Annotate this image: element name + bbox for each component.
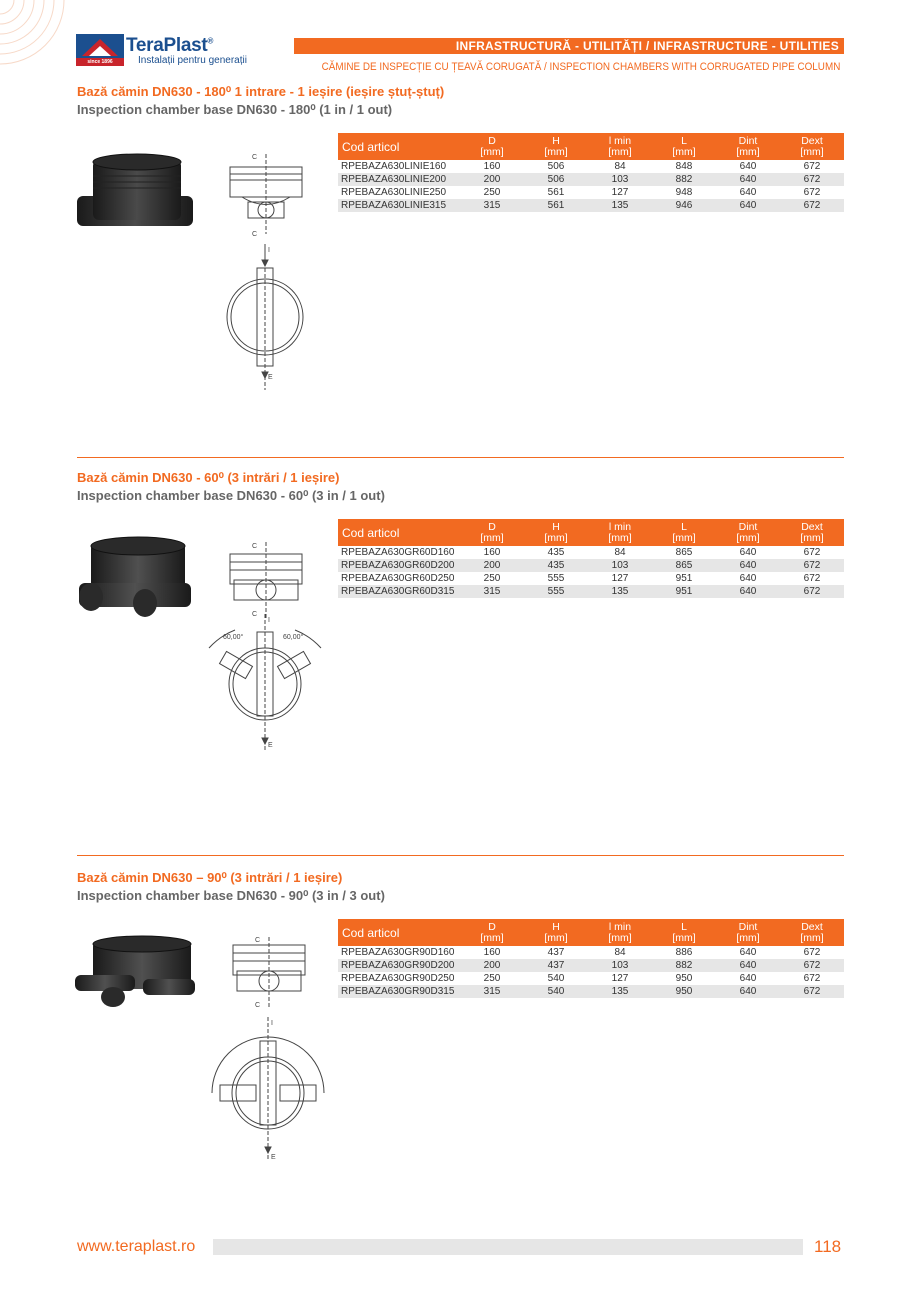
svg-text:I: I [268,247,270,254]
cell-value: 672 [780,985,844,998]
spec-table-60 [338,519,844,598]
footer-bar [213,1239,803,1255]
col-dint: Dint [mm] [716,519,780,546]
cell-value: 555 [524,585,588,598]
cell-value: 435 [547,547,565,558]
cell-value: 640 [716,559,780,572]
table-header-row [338,519,844,546]
category-title: INFRASTRUCTURĂ - UTILITĂȚI / INFRASTRUCTURE - UTILITIES [455,39,839,53]
cell-value: 865 [675,547,693,558]
col-l: L [mm] [652,519,716,546]
cell-code: RPEBAZA630GR90D200 [338,959,460,972]
cell-value: 672 [780,559,844,572]
product-photo-180 [75,152,195,232]
logo-since: since 1896 [76,58,124,66]
cell-value: 250 [483,973,501,984]
cell-value: 640 [739,973,757,984]
footer-website-link[interactable]: www.teraplast.ro [77,1238,196,1255]
table-row [338,199,844,212]
table-row [338,173,844,186]
col-h: H [mm] [524,133,588,160]
cell-value: 640 [716,199,780,212]
cell-code: RPEBAZA630LINIE315 [338,199,460,212]
cell-value: 672 [780,199,844,212]
cell-value: 200 [460,173,524,186]
cell-value: 951 [652,585,716,598]
page-number: 118 [814,1237,842,1256]
cell-value: 950 [652,985,716,998]
cell-value: 886 [675,947,693,958]
cell-value: 200 [460,559,524,572]
svg-text:I: I [271,1020,273,1027]
cell-value: 951 [675,573,693,584]
cell-value: 672 [803,947,821,958]
category-subtitle: CĂMINE DE INSPECȚIE CU ȚEAVĂ CORUGATĂ / INSPECTION CHAMBERS WITH CORRUGATED PIPE COLUMN [321,61,840,73]
product-photo-90 [73,935,198,1010]
section-2-subtitle: Inspection chamber base DN630 - 60⁰ (3 in / 1 out) [77,488,385,503]
top-view-drawing-60 [195,612,330,752]
cell-value: 506 [547,161,565,172]
cell-value: 135 [588,585,652,598]
cell-value: 640 [739,547,757,558]
cell-value: 672 [803,161,821,172]
logo-brand-name: TeraPlast® [126,35,214,56]
spec-table-180 [338,133,844,212]
col-lmin: l min [mm] [588,133,652,160]
col-l: L [mm] [652,133,716,160]
cell-value: 506 [524,173,588,186]
cell-value: 672 [803,973,821,984]
side-view-drawing-180 [222,152,312,242]
cell-value: 561 [547,187,565,198]
col-d: D [mm] [460,919,524,946]
top-view-drawing-180 [222,242,312,392]
table-row [338,985,844,998]
table-row [338,972,844,985]
col-l: L [mm] [652,919,716,946]
col-dint: Dint [mm] [716,919,780,946]
cell-value: 640 [739,161,757,172]
svg-text:C: C [252,543,258,550]
cell-code: RPEBAZA630GR90D315 [338,985,460,998]
svg-text:60,00°: 60,00° [223,634,244,641]
svg-text:E: E [268,374,273,381]
cell-value: 672 [803,187,821,198]
product-photo-60 [75,535,195,620]
cell-value: 672 [780,585,844,598]
cell-code: RPEBAZA630LINIE250 [341,187,447,198]
cell-value: 103 [588,559,652,572]
col-code: Cod articol [338,919,460,946]
col-dext: Dext [mm] [780,519,844,546]
cell-value: 640 [739,947,757,958]
cell-value: 672 [780,959,844,972]
cell-value: 640 [716,585,780,598]
cell-value: 127 [611,187,629,198]
table-row [338,585,844,598]
cell-value: 540 [524,985,588,998]
col-code: Cod articol [338,519,460,546]
svg-text:C: C [252,154,258,161]
cell-value: 946 [652,199,716,212]
cell-value: 882 [652,173,716,186]
cell-value: 315 [460,199,524,212]
spec-table-90 [338,919,844,998]
svg-text:E: E [271,1154,276,1161]
svg-text:C: C [252,611,258,618]
svg-text:I: I [268,617,270,624]
cell-value: 437 [524,959,588,972]
table-row [338,559,844,572]
cell-code: RPEBAZA630GR60D315 [338,585,460,598]
cell-value: 540 [547,973,565,984]
col-code: Cod articol [338,133,460,160]
cell-value: 640 [739,187,757,198]
table-row [338,160,844,173]
svg-text:E: E [268,742,273,749]
cell-value: 882 [652,959,716,972]
logo-tagline: Instalații pentru generații [138,55,247,66]
cell-value: 127 [611,973,629,984]
category-banner [294,38,844,54]
cell-value: 640 [716,985,780,998]
section-3-title: Bază cămin DN630 – 90⁰ (3 intrări / 1 ieșire) [77,870,343,885]
decorative-arcs [0,0,80,80]
col-dext: Dext [mm] [780,133,844,160]
svg-text:60,00°: 60,00° [283,634,304,641]
cell-value: 640 [739,573,757,584]
cell-value: 160 [483,547,501,558]
cell-value: 848 [675,161,693,172]
cell-value: 555 [547,573,565,584]
section-1-title: Bază cămin DN630 - 180⁰ 1 intrare - 1 ieșire (ieșire ștuț-ștuț) [77,84,445,99]
cell-value: 561 [524,199,588,212]
col-lmin: l min [mm] [588,919,652,946]
top-view-drawing-90 [198,1015,333,1165]
cell-value: 950 [675,973,693,984]
cell-value: 84 [614,947,626,958]
cell-value: 200 [460,959,524,972]
cell-value: 103 [588,173,652,186]
cell-code: RPEBAZA630GR60D160 [341,547,455,558]
cell-code: RPEBAZA630GR60D200 [338,559,460,572]
cell-value: 948 [675,187,693,198]
col-d: D [mm] [460,133,524,160]
cell-code: RPEBAZA630GR90D250 [341,973,455,984]
cell-value: 435 [524,559,588,572]
cell-value: 672 [803,547,821,558]
logo-roof-icon [76,34,124,58]
side-view-drawing-90 [225,935,315,1015]
cell-value: 84 [614,161,626,172]
cell-value: 250 [483,573,501,584]
section-divider [77,855,844,856]
table-row [338,959,844,972]
cell-value: 103 [588,959,652,972]
cell-value: 160 [483,947,501,958]
cell-value: 437 [547,947,565,958]
cell-value: 135 [588,199,652,212]
col-h: H [mm] [524,519,588,546]
svg-text:C: C [252,231,258,238]
table-row [338,546,844,559]
cell-value: 250 [483,187,501,198]
section-3-subtitle: Inspection chamber base DN630 - 90⁰ (3 in / 3 out) [77,888,385,903]
col-dint: Dint [mm] [716,133,780,160]
cell-code: RPEBAZA630GR90D160 [341,947,455,958]
cell-value: 315 [460,985,524,998]
cell-code: RPEBAZA630LINIE200 [338,173,460,186]
cell-value: 865 [652,559,716,572]
table-row [338,186,844,199]
cell-code: RPEBAZA630LINIE160 [341,161,447,172]
cell-value: 672 [803,573,821,584]
svg-text:C: C [255,937,261,944]
cell-value: 84 [614,547,626,558]
cell-value: 640 [716,959,780,972]
section-divider [77,457,844,458]
svg-text:C: C [255,1002,261,1009]
cell-value: 672 [780,173,844,186]
section-1-subtitle: Inspection chamber base DN630 - 180⁰ (1 in / 1 out) [77,102,393,117]
cell-value: 160 [483,161,501,172]
section-2-title: Bază cămin DN630 - 60⁰ (3 intrări / 1 ieșire) [77,470,340,485]
cell-value: 315 [460,585,524,598]
table-row [338,572,844,585]
cell-code: RPEBAZA630GR60D250 [341,573,455,584]
table-header-row [338,919,844,946]
teraplast-logo[interactable] [76,34,246,68]
table-header-row [338,133,844,160]
col-lmin: l min [mm] [588,519,652,546]
col-h: H [mm] [524,919,588,946]
col-d: D [mm] [460,519,524,546]
cell-value: 640 [716,173,780,186]
cell-value: 135 [588,985,652,998]
cell-value: 127 [611,573,629,584]
col-dext: Dext [mm] [780,919,844,946]
table-row [338,946,844,959]
